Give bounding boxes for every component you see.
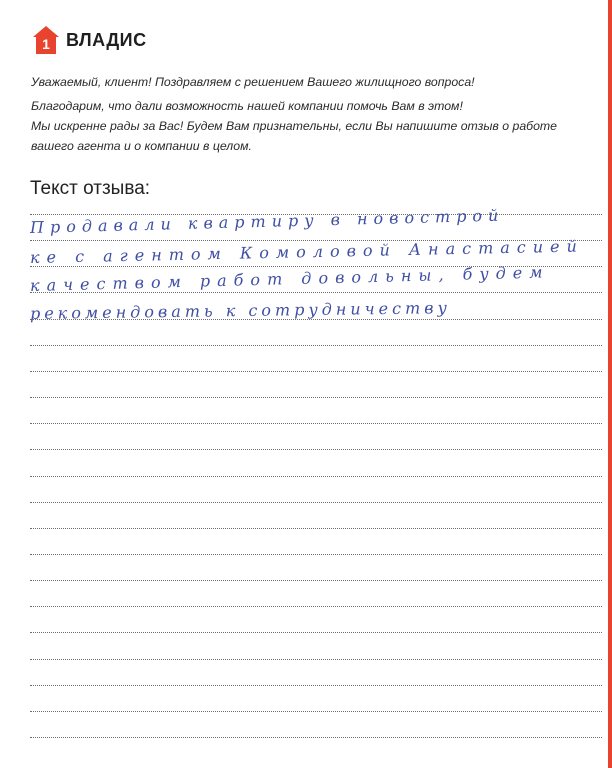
accent-side-bar (608, 0, 612, 768)
thanks-line-3: вашего агента и о компании в целом. (31, 139, 252, 153)
handwritten-review (30, 0, 602, 768)
handwritten-line-1: Продавали квартиру в новострой (29, 205, 505, 237)
brand-name: ВЛАДИС (66, 29, 147, 50)
handwritten-line-4: рекомендовать к сотрудничеству (29, 298, 451, 323)
handwritten-line-2: ке с агентом Комоловой Анастасией (29, 236, 584, 267)
handwritten-line-3: качеством работ довольны, будем (29, 262, 550, 295)
review-title: Текст отзыва: (30, 178, 151, 199)
thanks-line-2: Мы искренне рады за Вас! Будем Вам признательны, если Вы напишите отзыв о работе (31, 119, 558, 133)
logo-digit: 1 (42, 36, 50, 52)
thanks-line-1: Благодарим, что дали возможность нашей компании помочь Вам в этом! (31, 99, 463, 113)
greeting-line: Уважаемый, клиент! Поздравляем с решением Вашего жилищного вопроса! (31, 75, 475, 89)
